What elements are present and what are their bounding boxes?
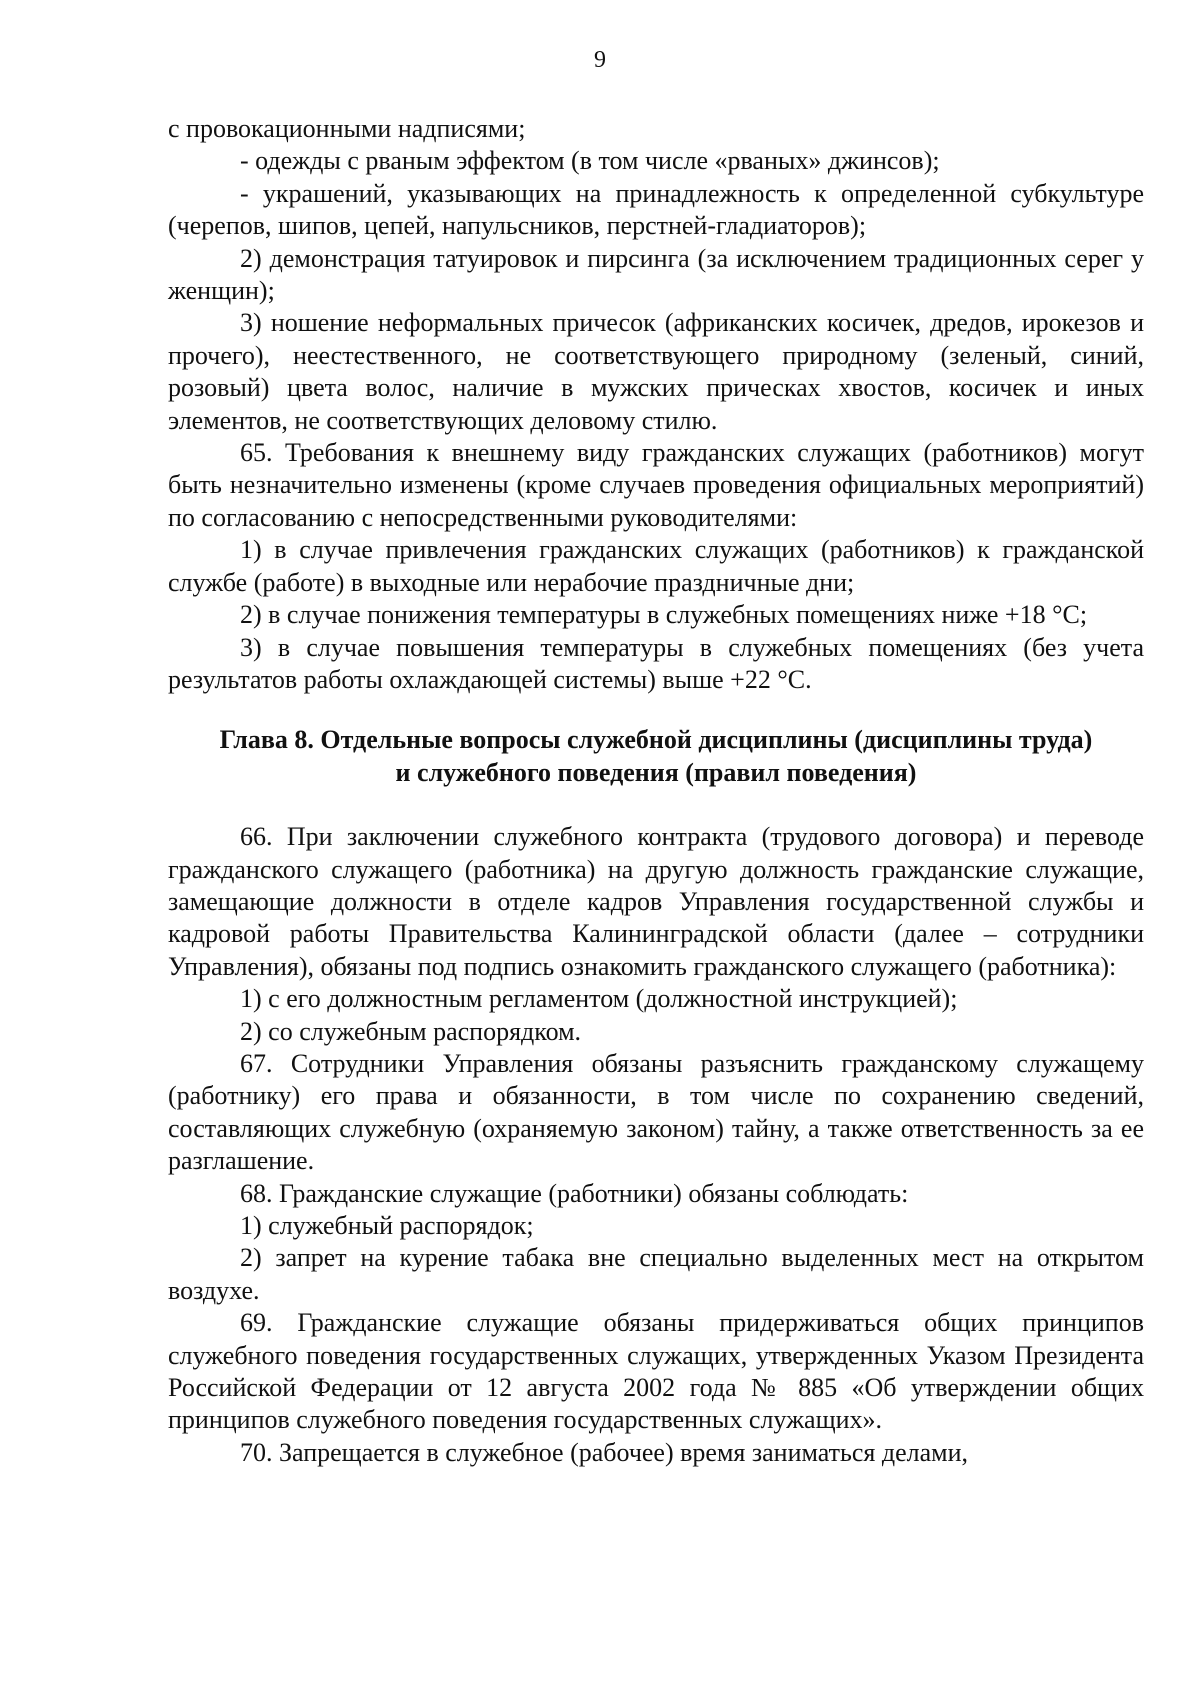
- paragraph: - одежды с рваным эффектом (в том числе «рваных» джинсов);: [240, 146, 940, 176]
- paragraph: 65. Требования к внешнему виду гражданских служащих (работников) могут быть незначительно изменены (кроме случаев проведения официальных мероприятий) по согласованию с непосредственными руководителями:: [168, 438, 1144, 532]
- paragraph: 68. Гражданские служащие (работники) обязаны соблюдать:: [240, 1178, 909, 1208]
- paragraph: 67. Сотрудники Управления обязаны разъяснить гражданскому служащему (работнику) его права и обязанности, в том числе по сохранению сведений, составляющих служебную (охраняемую законом) тайну, а также ответственность за ее разглашение.: [168, 1048, 1144, 1176]
- paragraph: 1) служебный распорядок;: [240, 1211, 534, 1240]
- paragraph: - украшений, указывающих на принадлежность к определенной субкультуре (черепов, шипов, цепей, напульсников, перстней-гладиаторов);: [168, 178, 1144, 241]
- paragraph: 2) со служебным распорядком.: [240, 1016, 582, 1046]
- paragraph: 2) демонстрация татуировок и пирсинга (за исключением традиционных серег у женщин);: [168, 243, 1144, 306]
- page-number: 9: [594, 47, 606, 73]
- paragraph: с провокационными надписями;: [168, 114, 526, 143]
- paragraph: 1) с его должностным регламентом (должностной инструкцией);: [240, 984, 958, 1014]
- paragraph: 2) запрет на курение табака вне специально выделенных мест на открытом воздухе.: [168, 1243, 1144, 1305]
- paragraph: 70. Запрещается в служебное (рабочее) время заниматься делами,: [240, 1437, 969, 1467]
- paragraph: 1) в случае привлечения гражданских служащих (работников) к гражданской службе (работе) в выходные или нерабочие праздничные дни;: [168, 535, 1144, 597]
- paragraph: 69. Гражданские служащие обязаны придерживаться общих принципов служебного поведения государственных служащих, утвержденных Указом Президента Российской Федерации от 12 августа 2002 года № 885 «Об утверждении общих принципов служебного поведения государственных служащих».: [168, 1308, 1144, 1435]
- paragraph: 3) ношение неформальных причесок (африканских косичек, дредов, ирокезов и прочего), неестественного, не соответствующего природному (зеленый, синий, розовый) цвета волос, наличие в мужских прическах хвостов, косичек и иных элементов, не соответствующих деловому стилю.: [168, 308, 1144, 435]
- document-body: [168, 113, 1144, 1469]
- paragraph: 66. При заключении служебного контракта (трудового договора) и переводе гражданского служащего (работника) на другую должность гражданские служащие, замещающие должности в отделе кадров Управления государственной службы и кадровой работы Правительства Калининградской области (далее – сотрудники Управления), обязаны под подпись ознакомить гражданского служащего (работника):: [168, 822, 1144, 981]
- paragraph: 2) в случае понижения температуры в служебных помещениях ниже +18 °С;: [240, 600, 1088, 630]
- paragraph: 3) в случае повышения температуры в служебных помещениях (без учета результатов работы охлаждающей системы) выше +22 °С.: [168, 632, 1144, 694]
- chapter-heading: [168, 724, 1144, 789]
- chapter-heading-line: Глава 8. Отдельные вопросы служебной дисциплины (дисциплины труда): [219, 725, 1093, 755]
- chapter-heading-line: и служебного поведения (правил поведения): [395, 757, 917, 787]
